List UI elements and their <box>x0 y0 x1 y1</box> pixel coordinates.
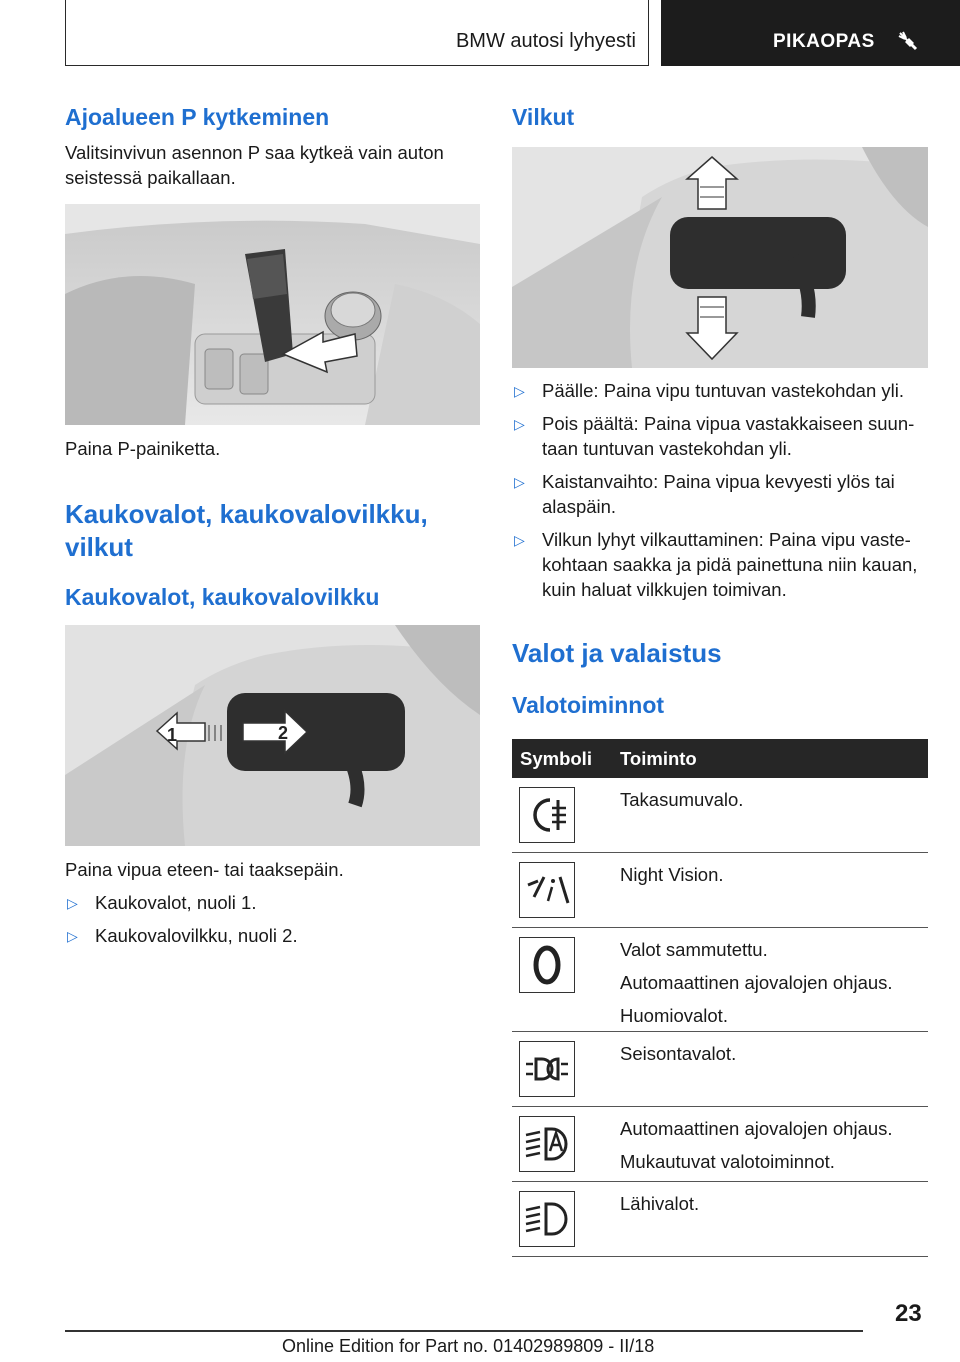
indicators-title: Vilkut <box>512 104 575 130</box>
low-beam-icon <box>519 1191 575 1247</box>
header-chapter-title: PIKAOPAS <box>773 31 875 52</box>
park-caption: Paina P-painiketta. <box>65 438 221 459</box>
triangle-bullet-icon: ▷ <box>514 383 525 399</box>
list-item: ▷ Kaukovalot, nuoli 1. <box>65 890 475 915</box>
park-text: Valitsinvivun asennon P saa kytkeä vain auton seistessä paikallaan. <box>65 142 444 188</box>
list-item: ▷ Vilkun lyhyt vilkauttaminen: Paina vipu vaste-kohtaan saakka ja pidä painettuna niin kauan, kuin haluat vilkkujen toimivan. <box>514 529 918 600</box>
footer-divider <box>65 1330 863 1332</box>
high-beam-title: Kaukovalot, kaukovalovilkku <box>65 584 380 610</box>
header-chapter-tab <box>661 0 960 66</box>
header-section-box <box>65 0 649 66</box>
park-title: Ajoalueen P kytkeminen <box>65 104 330 130</box>
functions-title: Valotoiminnot <box>512 692 665 718</box>
row-text: Takasumuvalo. <box>620 789 744 810</box>
zero-lights-off-icon <box>519 937 575 993</box>
page-number: 23 <box>895 1300 922 1327</box>
triangle-bullet-icon: ▷ <box>514 416 525 432</box>
indicators-bullets <box>512 378 928 610</box>
list-item: ▷ Kaukovalovilkku, nuoli 2. <box>65 923 475 948</box>
image-arrow-label-2: 2 <box>278 723 289 743</box>
row-text: Night Vision. <box>620 864 724 885</box>
triangle-bullet-icon: ▷ <box>514 474 525 490</box>
row-text: Valot sammutettu. Automaattinen ajovalojen ohjaus. Huomiovalot. <box>620 939 893 1026</box>
row-text: Automaattinen ajovalojen ohjaus. Mukautuvat valotoiminnot. <box>620 1118 893 1172</box>
table-row <box>512 1032 928 1107</box>
hand-pointer-icon <box>897 30 919 52</box>
table-row <box>512 1182 928 1257</box>
triangle-bullet-icon: ▷ <box>514 532 525 548</box>
lighting-section-title: Valot ja valaistus <box>512 638 722 668</box>
light-functions-table <box>512 739 928 1257</box>
table-row <box>512 778 928 853</box>
table-row <box>512 1107 928 1182</box>
list-item: ▷ Pois päältä: Paina vipua vastakkaiseen suun-taan tuntuvan vastekohdan yli. <box>514 413 915 459</box>
list-item: ▷ Päälle: Paina vipu tuntuvan vastekohdan yli. <box>512 378 928 403</box>
table-row <box>512 928 928 1032</box>
night-vision-icon <box>519 862 575 918</box>
parking-lights-icon <box>519 1041 575 1097</box>
column-header-symbol: Symboli <box>520 748 592 769</box>
header-section-title: BMW autosi lyhyesti <box>455 30 636 52</box>
row-text: Seisontavalot. <box>620 1043 737 1064</box>
lights-section-title: Kaukovalot, kaukovalovilkku, vilkut <box>65 499 428 562</box>
rear-fog-light-icon <box>519 787 575 843</box>
gear-selector-image <box>65 204 480 425</box>
high-beam-text: Paina vipua eteen- tai taaksepäin. <box>65 859 344 880</box>
high-beam-bullets <box>65 890 475 956</box>
image-arrow-label-1: 1 <box>167 725 178 745</box>
list-item: ▷ Kaistanvaihto: Paina vipua kevyesti ylös tai alaspäin. <box>514 471 895 517</box>
row-text: Lähivalot. <box>620 1193 700 1214</box>
table-row <box>512 853 928 928</box>
footer-edition: Online Edition for Part no. 01402989809 - II/18 <box>282 1336 655 1356</box>
auto-headlight-icon <box>519 1116 575 1172</box>
stalk-up-down-image <box>512 147 928 368</box>
column-header-function: Toiminto <box>620 748 697 769</box>
stalk-forward-back-image <box>65 625 480 846</box>
triangle-bullet-icon: ▷ <box>67 928 78 944</box>
triangle-bullet-icon: ▷ <box>67 895 78 911</box>
table-header <box>512 739 928 778</box>
